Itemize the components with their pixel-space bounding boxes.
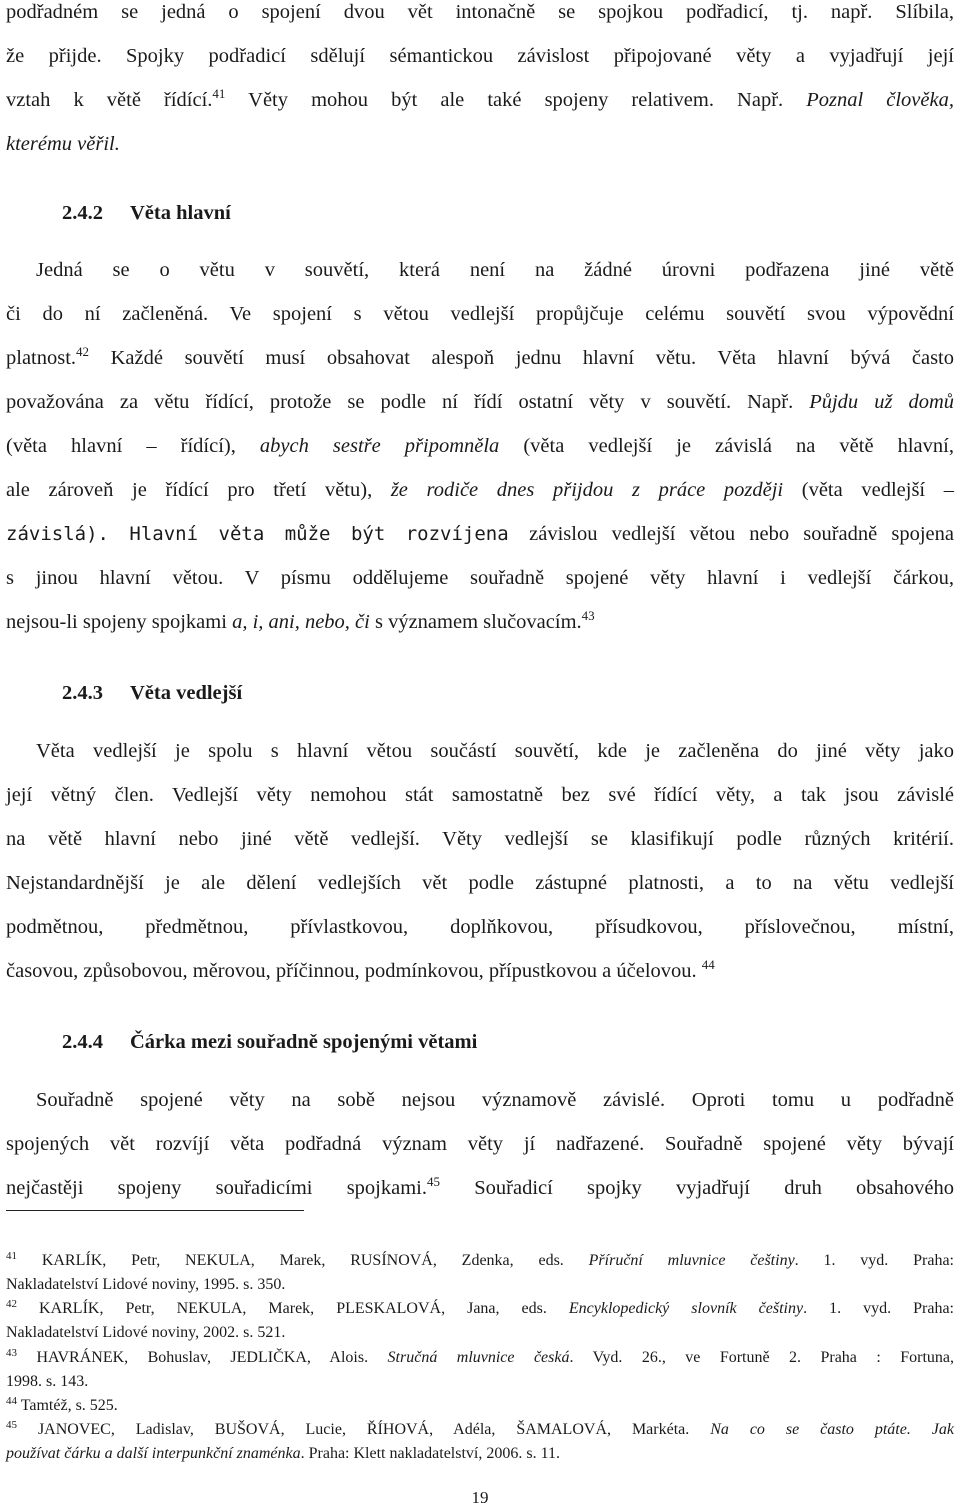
text: nejsou-li spojeny spojkami bbox=[6, 611, 233, 633]
paragraph-line bbox=[6, 600, 954, 644]
paragraph-line bbox=[6, 512, 954, 556]
section-number: 2.4.4 bbox=[62, 1031, 103, 1053]
paragraph-line: její větný člen. Vedlejší věty nemohou stát samostatně bez své řídící věty, a tak jsou závislé bbox=[6, 784, 954, 806]
text: ale zároveň je řídící pro třetí větu), bbox=[6, 479, 391, 501]
paragraph-line: Souřadně spojené věty na sobě nejsou významově závislé. Oproti tomu u podřadně bbox=[36, 1089, 954, 1111]
footnote-number: 45 bbox=[6, 1419, 17, 1431]
section-number: 2.4.2 bbox=[62, 202, 103, 224]
citation-title: Stručná mluvnice česká bbox=[387, 1349, 570, 1366]
text: Tamtéž, s. 525. bbox=[17, 1397, 118, 1414]
page-number: 19 bbox=[471, 1488, 489, 1507]
example-text: abych sestře připomněla bbox=[259, 435, 500, 457]
paragraph-line bbox=[6, 424, 954, 468]
section-title: Věta hlavní bbox=[130, 202, 231, 224]
footnote-line: 1998. s. 143. bbox=[6, 1373, 89, 1390]
text: závislá). Hlavní věta může být rozvíjena bbox=[6, 523, 530, 545]
footnote bbox=[6, 1419, 954, 1441]
section-heading bbox=[62, 678, 242, 708]
paragraph-line: Nejstandardnější je ale dělení vedlejších vět podle zástupné platnosti, a to na větu vedlejší bbox=[6, 872, 954, 894]
paragraph-line: či do ní začleněná. Ve spojení s větou vedlejší propůjčuje celému souvětí svou výpovědní bbox=[6, 303, 954, 325]
citation-title: Na co se často ptáte. Jak bbox=[710, 1421, 955, 1438]
section-number: 2.4.3 bbox=[62, 682, 103, 704]
paragraph-line bbox=[6, 122, 954, 166]
citation-title: používat čárku a další interpunkční znaménka bbox=[6, 1445, 301, 1462]
citation-title: Příruční mluvnice češtiny bbox=[588, 1252, 795, 1269]
section-heading bbox=[62, 198, 231, 228]
footnote bbox=[6, 1298, 954, 1320]
text: . Praha: Klett nakladatelství, 2006. s. 11. bbox=[300, 1445, 560, 1462]
text: platnost. bbox=[6, 347, 77, 369]
footnote-ref[interactable]: 45 bbox=[427, 1174, 440, 1189]
text: Každé souvětí musí obsahovat alespoň jednu hlavní větu. Věta hlavní bývá často bbox=[89, 347, 954, 369]
footnote-line: Nakladatelství Lidové noviny, 2002. s. 521. bbox=[6, 1324, 286, 1341]
paragraph-line: na větě hlavní nebo jiné větě vedlejší. Věty vedlejší se klasifikují podle různých kritérií. bbox=[6, 828, 954, 850]
section-title: Čárka mezi souřadně spojenými větami bbox=[130, 1031, 478, 1053]
text: HAVRÁNEK, Bohuslav, JEDLIČKA, Alois. bbox=[17, 1349, 388, 1366]
paragraph-line bbox=[6, 1166, 954, 1210]
text: . 1. vyd. Praha: bbox=[794, 1252, 955, 1269]
text: JANOVEC, Ladislav, BUŠOVÁ, Lucie, ŘÍHOVÁ, Adéla, ŠAMALOVÁ, Markéta. bbox=[17, 1421, 711, 1438]
paragraph-line bbox=[6, 380, 954, 424]
footnote-line bbox=[6, 1443, 954, 1465]
section-heading bbox=[62, 1027, 477, 1057]
text: s významem slučovacím. bbox=[369, 611, 582, 633]
section-title: Věta vedlejší bbox=[130, 682, 243, 704]
footnote-ref[interactable]: 43 bbox=[581, 608, 595, 623]
footnote bbox=[6, 1347, 954, 1369]
text: považována za větu řídící, protože se podle ní řídí ostatní věty v souvětí. Např. bbox=[6, 391, 810, 413]
paragraph-line: s jinou hlavní větou. V písmu oddělujeme souřadně spojené věty hlavní i vedlejší čárkou, bbox=[6, 567, 954, 589]
footnote-number: 44 bbox=[6, 1395, 17, 1407]
text: . 1. vyd. Praha: bbox=[803, 1300, 954, 1317]
paragraph-line: Věta vedlejší je spolu s hlavní větou součástí souvětí, kde je začleněna do jiné věty jako bbox=[36, 740, 954, 762]
text: . Vyd. 26., ve Fortuně 2. Praha : Fortuna, bbox=[569, 1349, 955, 1366]
footnote-separator bbox=[6, 1210, 304, 1211]
footnote bbox=[6, 1250, 954, 1272]
text: závislou vedlejší větou nebo souřadně spojena bbox=[529, 523, 954, 545]
example-text: kterému věřil. bbox=[6, 133, 120, 155]
paragraph-line bbox=[6, 468, 954, 512]
paragraph-line: spojených vět rozvíjí věta podřadná význam věty jí nadřazené. Souřadně spojené věty bývají bbox=[6, 1133, 954, 1155]
footnote-number: 41 bbox=[6, 1250, 17, 1262]
text: nejčastěji spojeny souřadicími spojkami. bbox=[6, 1177, 427, 1199]
footnote-ref[interactable]: 44 bbox=[701, 957, 715, 972]
example-text: a, i, ani, nebo, či bbox=[232, 611, 370, 633]
text: KARLÍK, Petr, NEKULA, Marek, RUSÍNOVÁ, Zdenka, eds. bbox=[17, 1252, 589, 1269]
text: (věta vedlejší je závislá na větě hlavní, bbox=[499, 435, 954, 457]
paragraph-line bbox=[6, 949, 954, 993]
text: Souřadicí spojky vyjadřují druh obsahového bbox=[440, 1177, 954, 1199]
text: časovou, způsobovou, měrovou, příčinnou, podmínkovou, přípustkovou a účelovou. bbox=[6, 960, 697, 982]
text: (věta vedlejší – bbox=[783, 479, 954, 501]
text: (věta hlavní – řídící), bbox=[6, 435, 260, 457]
text: KARLÍK, Petr, NEKULA, Marek, PLESKALOVÁ, Jana, eds. bbox=[17, 1300, 569, 1317]
footnote-line: Nakladatelství Lidové noviny, 1995. s. 350. bbox=[6, 1276, 286, 1293]
footnote-number: 43 bbox=[6, 1347, 17, 1359]
footnote-ref[interactable]: 41 bbox=[212, 86, 226, 101]
text: vztah k větě řídící. bbox=[6, 89, 213, 111]
paragraph-line bbox=[6, 78, 954, 122]
example-text: Poznal člověka, bbox=[806, 89, 954, 111]
footnote-ref[interactable]: 42 bbox=[76, 344, 90, 359]
paragraph-line bbox=[6, 336, 954, 380]
footnote-number: 42 bbox=[6, 1298, 17, 1310]
citation-title: Encyklopedický slovník češtiny bbox=[568, 1300, 804, 1317]
footnote bbox=[6, 1395, 954, 1417]
paragraph-line: podmětnou, předmětnou, přívlastkovou, doplňkovou, přísudkovou, příslovečnou, místní, bbox=[6, 916, 954, 938]
paragraph-line: že přijde. Spojky podřadicí sdělují sémantickou závislost připojované věty a vyjadřují její bbox=[6, 45, 954, 67]
text: Věty mohou být ale také spojeny relativem. Např. bbox=[225, 89, 807, 111]
paragraph-line: podřadném se jedná o spojení dvou vět intonačně se spojkou podřadicí, tj. např. Slíbila, bbox=[6, 1, 954, 23]
paragraph-line: Jedná se o větu v souvětí, která není na žádné úrovni podřazena jiné větě bbox=[36, 259, 954, 281]
example-text: Půjdu už domů bbox=[809, 391, 955, 413]
example-text: že rodiče dnes přijdou z práce později bbox=[390, 479, 784, 501]
